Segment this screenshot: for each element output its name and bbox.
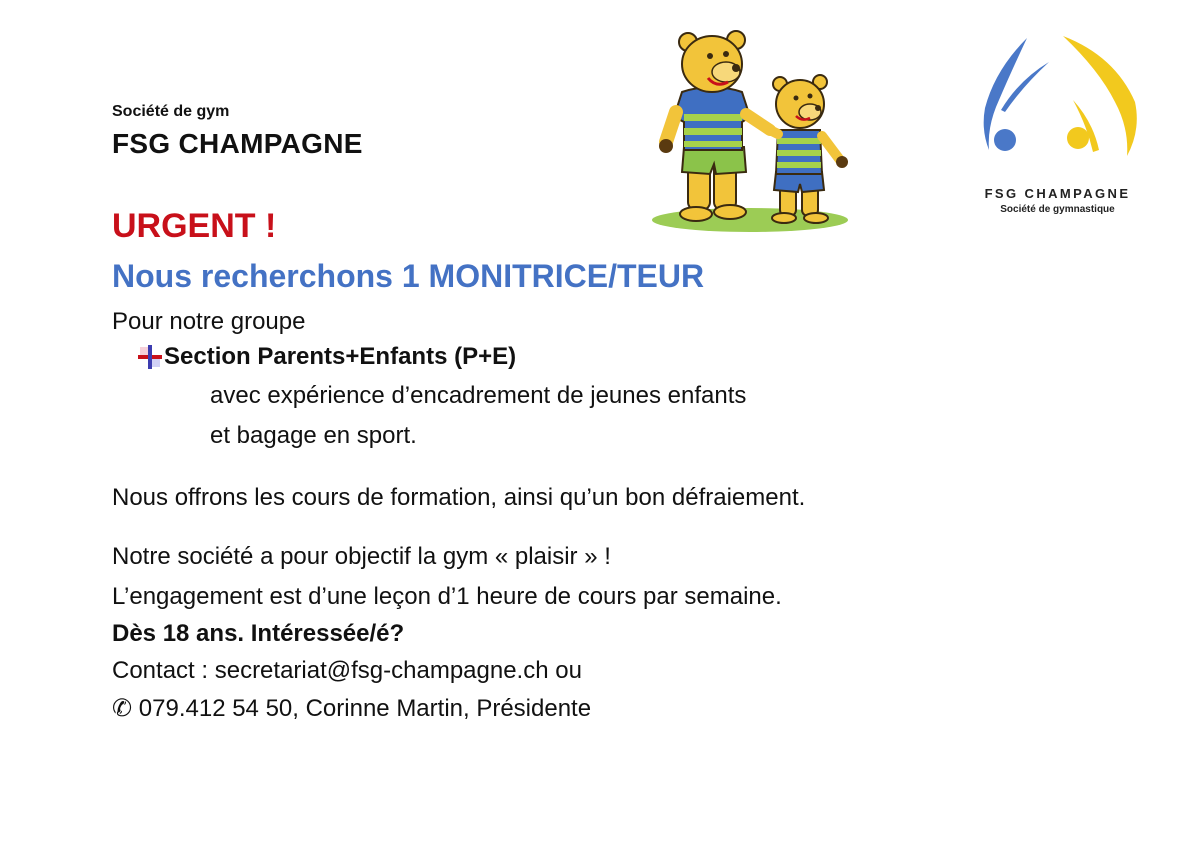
- requirement-line-1: avec expérience d’encadrement de jeunes enfants: [210, 382, 747, 409]
- logo-subtitle: Société de gymnastique: [1000, 204, 1115, 215]
- society-name: FSG CHAMPAGNE: [112, 128, 363, 159]
- phone-icon: ✆: [112, 695, 133, 722]
- group-intro: Pour notre groupe: [112, 308, 306, 335]
- contact-phone-line: 079.412 54 50, Corinne Martin, Présidente: [138, 695, 592, 722]
- headline: Nous recherchons 1 MONITRICE/TEUR: [112, 258, 705, 294]
- contact-email-line: Contact : secretariat@fsg-champagne.ch ou: [112, 657, 582, 684]
- commitment-text: L’engagement est d’une leçon d’1 heure de cours par semaine.: [112, 583, 782, 610]
- bears-illustration: [650, 22, 865, 237]
- requirement-line-2: et bagage en sport.: [210, 422, 417, 449]
- society-label: Société de gym: [112, 103, 230, 120]
- urgent-title: URGENT !: [112, 207, 277, 245]
- objective-text: Notre société a pour objectif la gym « plaisir » !: [112, 543, 611, 570]
- fsg-logo: [975, 30, 1140, 225]
- contact-phone-row: [112, 694, 591, 724]
- section-bullet-text: Section Parents+Enfants (P+E): [164, 343, 517, 370]
- gymnast-icon: [975, 30, 1140, 180]
- section-bullet-row: [138, 342, 516, 372]
- logo-title: FSG CHAMPAGNE: [984, 186, 1131, 201]
- age-text: Dès 18 ans. Intéressée/é?: [112, 620, 405, 647]
- offer-text: Nous offrons les cours de formation, ainsi qu’un bon défraiement.: [112, 484, 806, 511]
- cross-bullet-icon: [138, 345, 162, 369]
